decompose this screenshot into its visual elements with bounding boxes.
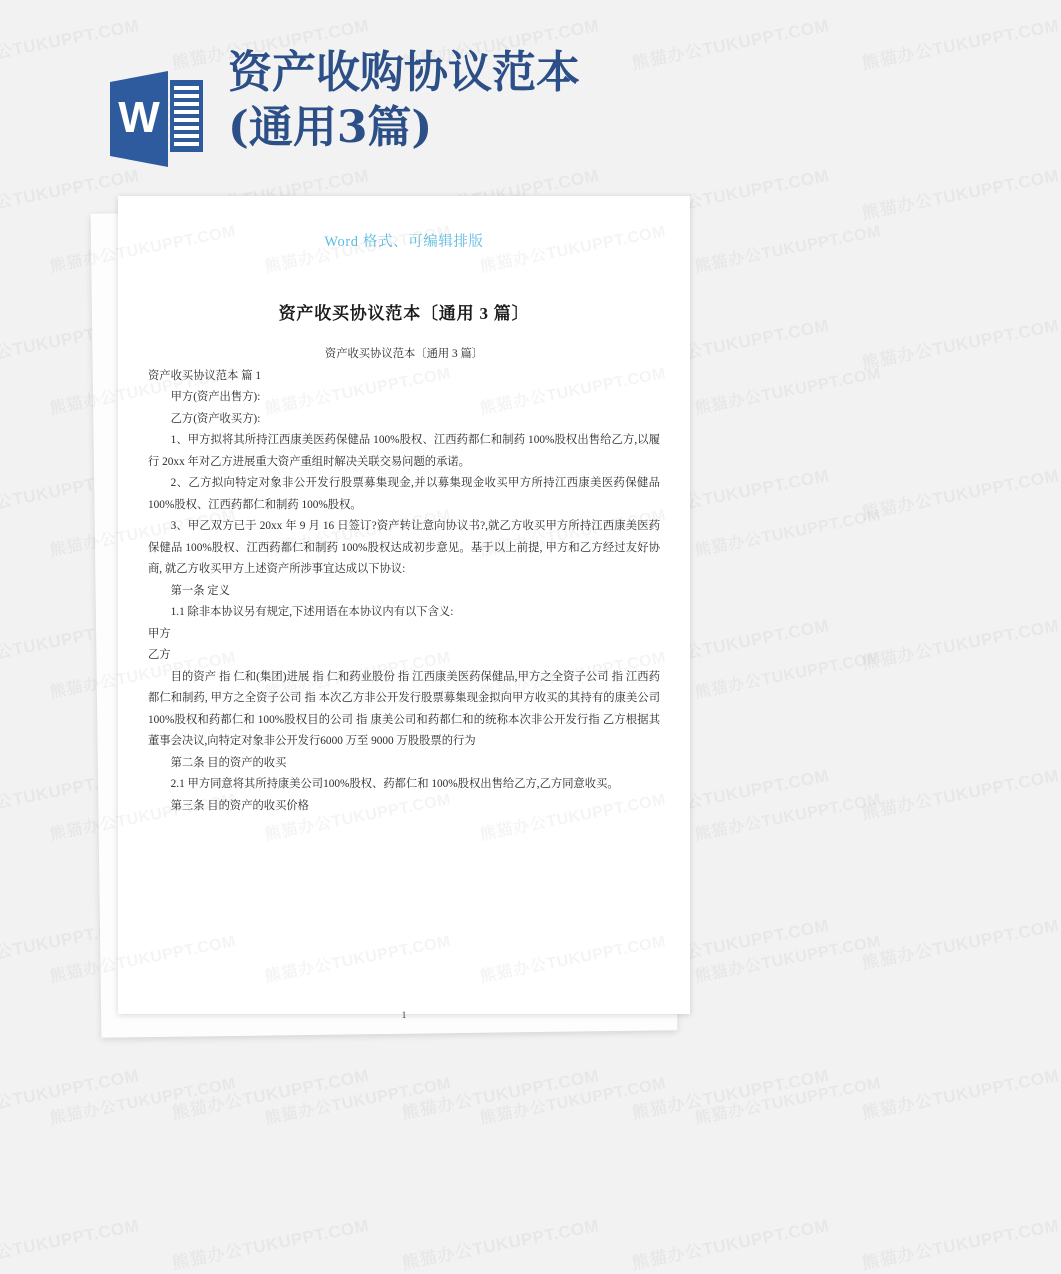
page-title-line-1: 资产收购协议范本 [228,47,580,98]
page-number: 1 [401,1010,407,1020]
watermark-text [859,1211,1060,1274]
watermark-text [399,1061,600,1124]
document-paragraph: 1.1 除非本协议另有规定,下述用语在本协议内有以下含义: [170,606,454,618]
document-paragraph: 第一条 定义 [170,584,230,597]
document-body [118,344,690,817]
watermark-text [169,1211,370,1274]
document-paragraph: 资产收买协议范本〔通用 3 篇〕 [324,348,484,360]
watermark-text [859,911,1060,974]
document-paragraph: 3、甲乙双方已于 20xx 年 9 月 16 日签订?资产转让意向协议书?,就乙方收买甲方所持江西康美医药保健品 100%股权、江西药都仁和制药 100%股权达成初步意见。基于以上前提, 甲方和乙方经过友好协商, 就乙方收买甲方上述资产所涉事宜达成以下协议: [148,520,660,575]
document-paragraph: 2、乙方拟向特定对象非公开发行股票募集现金,并以募集现金收买甲方所持江西康美医药保健品 100%股权、江西药都仁和制药 100%股权。 [148,477,660,511]
document-paragraph: 1、甲方拟将其所持江西康美医药保健品 100%股权、江西药都仁和制药 100%股权出售给乙方,以履行 20xx 年对乙方进展重大资产重组时解决关联交易问题的承诺。 [148,434,660,468]
watermark-text [859,1061,1060,1124]
watermark-text [693,502,883,561]
document-paragraph: 乙方(资产收买方): [170,412,261,425]
page-title-line-2: (通用3篇) [228,101,433,153]
watermark-text [48,1070,238,1129]
document-paragraph: 2.1 甲方同意将其所持康美公司100%股权、药都仁和 100%股权出售给乙方,乙方同意收买。 [170,778,619,790]
watermark-text [693,644,883,703]
document-paragraph: 甲方 [148,627,171,640]
watermark-text [859,611,1060,674]
document-paragraph: 乙方 [148,649,171,661]
document-preview-stack [0,196,780,1056]
watermark-text [263,1070,453,1129]
document-paragraph: 甲方(资产出售方): [170,391,261,403]
watermark-text [859,761,1060,824]
watermark-text [629,1211,830,1274]
watermark-text [693,786,883,845]
watermark-text [0,1061,141,1124]
watermark-text [693,218,883,277]
preview-header [0,0,780,190]
watermark-text [859,11,1060,74]
document-paragraph: 资产收买协议范本 篇 1 [148,369,261,382]
watermark-text [693,928,883,987]
watermark-text [859,311,1060,374]
document-heading: 资产收买协议范本〔通用 3 篇〕 [278,304,530,323]
document-paragraph: 第二条 目的资产的收买 [170,756,287,769]
watermark-text [399,1211,600,1274]
watermark-text [478,1070,668,1129]
watermark-text [169,1061,370,1124]
svg-text:W: W [118,93,160,142]
document-paragraph: 目的资产 指 仁和(集团)进展 指 仁和药业股份 指 江西康美医药保健品,甲方之全资子公司 指 江西药都仁和制药, 甲方之全资子公司 指 本次乙方非公开发行股票募集现金拟向甲方收买的其持有的康美公司100%股权和药都仁和 100%股权目的公司 指 康美公司和药都仁和的统称本次非公开发行指 乙方根据其董事会决议,向特定对象非公开发行6000 万至 9000 万股股票的行为 [148,670,660,747]
watermark-text [693,1070,883,1129]
watermark-text [629,1061,830,1124]
watermark-text [859,161,1060,224]
watermark-text [859,461,1060,524]
watermark-text [0,1211,141,1274]
watermark-text [693,360,883,419]
word-format-subtitle: Word 格式、可编辑排版 [324,234,484,250]
document-paragraph: 第三条 目的资产的收买价格 [170,799,309,812]
page-title [228,46,698,155]
document-page-front[interactable] [118,196,690,1020]
word-document-icon [104,68,208,170]
